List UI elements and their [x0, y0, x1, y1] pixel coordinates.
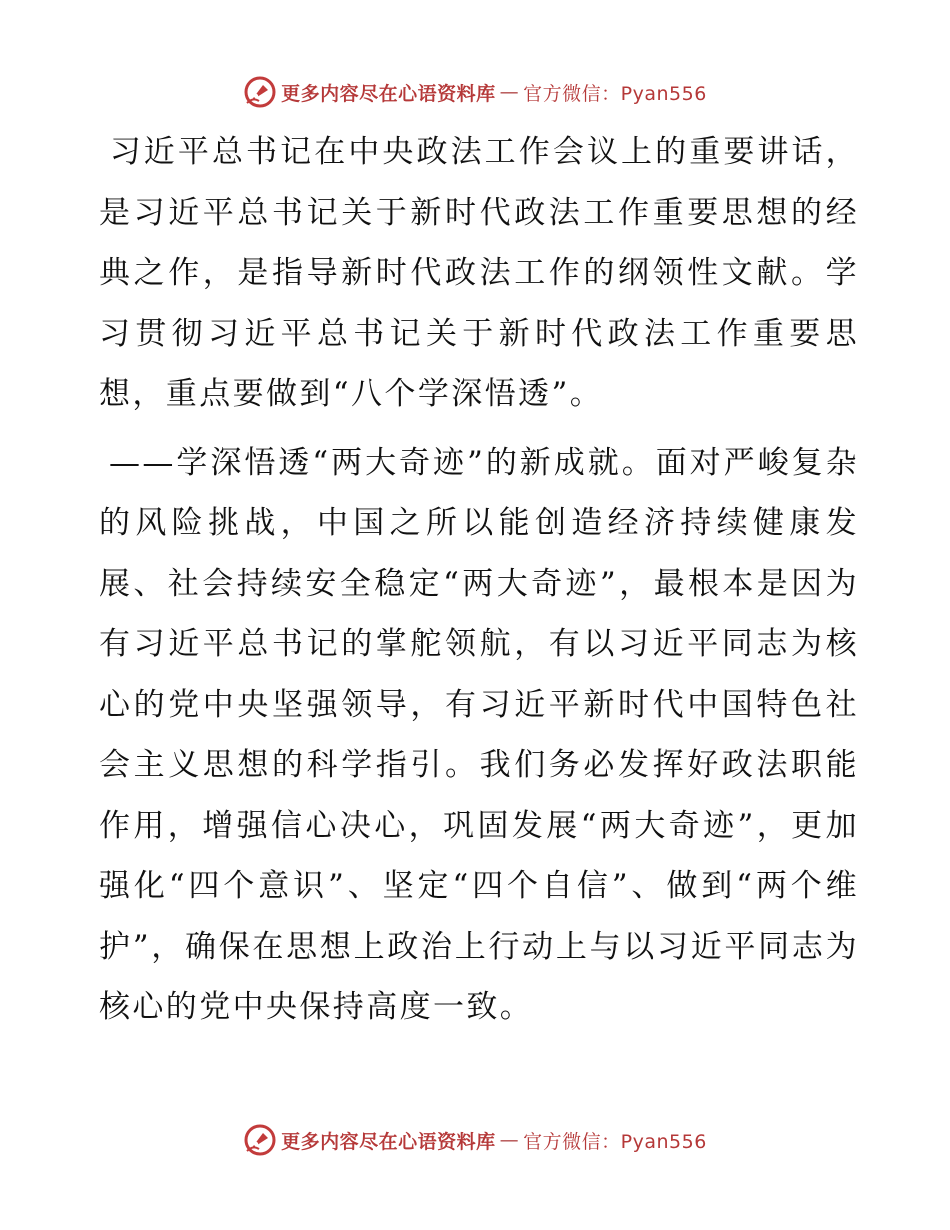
pen-nib-logo-icon: [243, 75, 277, 109]
watermark-contact: 官方微信：Pyan556: [523, 1130, 707, 1153]
header-watermark: [0, 72, 950, 112]
paragraph-intro-text: 习近平总书记在中央政法工作会议上的重要讲话，是习近平总书记关于新时代政法工作重要思想的经典之作，是指导新时代政法工作的纲领性文献。学习贯彻习近平总书记关于新时代政法工作重要思想，重点要做到“八个学深悟透”。: [99, 134, 859, 412]
paragraph-two-miracles: [99, 433, 859, 1038]
paragraph-two-miracles-text: ——学深悟透“两大奇迹”的新成就。面对严峻复杂的风险挑战，中国之所以能创造经济持续健康发展、社会持续安全稳定“两大奇迹”，最根本是因为有习近平总书记的掌舵领航，有以习近平同志为核心的党中央坚强领导，有习近平新时代中国特色社会主义思想的科学指引。我们务必发挥好政法职能作用，增强信心决心，巩固发展“两大奇迹”，更加强化“四个意识”、坚定“四个自信”、做到“两个维护”，确保在思想上政治上行动上与以习近平同志为核心的党中央保持高度一致。: [99, 444, 859, 1025]
watermark-text: 更多内容尽在心语资料库: [281, 1130, 496, 1153]
watermark-text: 更多内容尽在心语资料库: [281, 82, 496, 105]
footer-watermark: [0, 1120, 950, 1160]
watermark-dash: —: [499, 1129, 520, 1151]
pen-nib-logo-icon: [243, 1123, 277, 1157]
watermark-dash: —: [499, 81, 520, 103]
header-watermark-content: [243, 75, 707, 109]
paragraph-intro: [99, 122, 859, 425]
footer-watermark-content: [243, 1123, 707, 1157]
watermark-contact: 官方微信：Pyan556: [523, 82, 707, 105]
document-body: [99, 122, 859, 1038]
